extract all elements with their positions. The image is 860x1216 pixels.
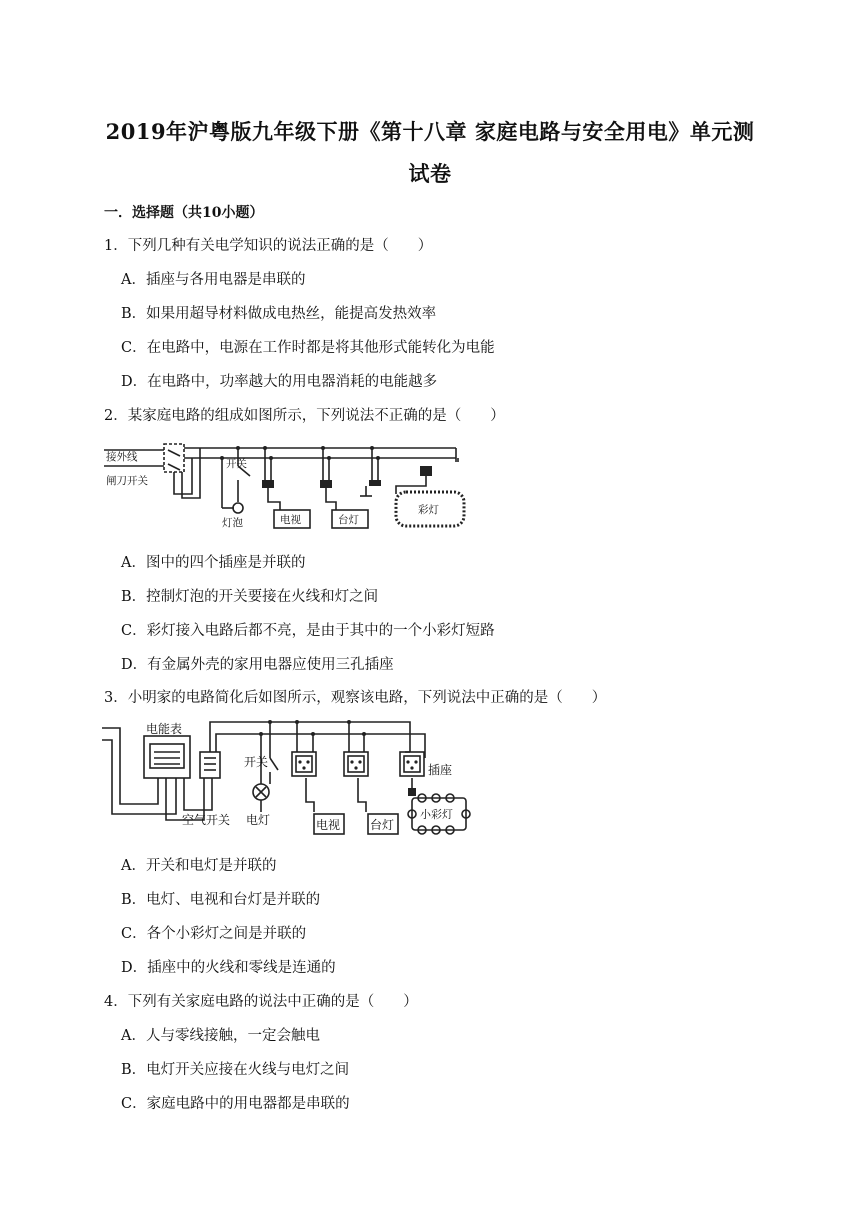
question-2-option-b: B．控制灯泡的开关要接在火线和灯之间 — [121, 589, 379, 605]
question-2-option-d: D．有金属外壳的家用电器应使用三孔插座 — [121, 657, 394, 673]
label-switch: 开关 — [244, 755, 269, 769]
question-3-option-b: B．电灯、电视和台灯是并联的 — [121, 892, 321, 908]
question-2-option-a: A．图中的四个插座是并联的 — [121, 555, 306, 571]
label-lamp: 电灯 — [246, 813, 271, 827]
question-4-option-c: C．家庭电路中的用电器都是串联的 — [121, 1096, 350, 1112]
question-3-option-a: A．开关和电灯是并联的 — [121, 858, 277, 874]
label-string-lights: 彩灯 — [418, 504, 439, 516]
label-knife-switch: 闸刀开关 — [106, 475, 148, 487]
question-2-stem: 2．某家庭电路的组成如图所示，下列说法不正确的是（ ） — [104, 408, 505, 424]
label-desk-lamp: 台灯 — [338, 514, 359, 526]
document-title-line-2: 试卷 — [408, 161, 452, 186]
question-4-option-b: B．电灯开关应接在火线与电灯之间 — [121, 1062, 350, 1078]
question-1-stem: 1．下列几种有关电学知识的说法正确的是（ ） — [104, 238, 433, 254]
question-3-stem: 3．小明家的电路简化后如图所示，观察该电路，下列说法中正确的是（ ） — [104, 690, 607, 706]
label-switch: 开关 — [226, 458, 247, 470]
question-4-stem: 4．下列有关家庭电路的说法中正确的是（ ） — [104, 994, 418, 1010]
label-tv: 电视 — [280, 514, 301, 526]
label-air-switch: 空气开关 — [182, 813, 231, 827]
question-3-option-c: C．各个小彩灯之间是并联的 — [121, 926, 307, 942]
question-3-option-d: D．插座中的火线和零线是连通的 — [121, 960, 336, 976]
question-1-option-c: C．在电路中，电源在工作时都是将其他形式能转化为电能 — [121, 340, 495, 356]
label-outlet: 插座 — [428, 763, 453, 777]
label-tv: 电视 — [316, 818, 341, 832]
question-1-option-a: A．插座与各用电器是串联的 — [121, 272, 306, 288]
label-bulb: 灯泡 — [222, 517, 243, 529]
label-external-line: 接外线 — [106, 451, 138, 463]
question-4-option-a: A．人与零线接触，一定会触电 — [121, 1028, 320, 1044]
label-small-string-lights: 小彩灯 — [420, 808, 453, 821]
document-title-line-1: 2019年沪粤版九年级下册《第十八章 家庭电路与安全用电》单元测 — [105, 119, 755, 144]
question-1-option-b: B．如果用超导材料做成电热丝，能提高发热效率 — [121, 306, 437, 322]
label-energy-meter: 电能表 — [146, 722, 183, 736]
question-2-option-c: C．彩灯接入电路后都不亮，是由于其中的一个小彩灯短路 — [121, 623, 495, 639]
question-1-option-d: D．在电路中，功率越大的用电器消耗的电能越多 — [121, 374, 438, 390]
question-3-circuit-figure — [100, 718, 475, 842]
label-desk-lamp: 台灯 — [370, 818, 395, 832]
question-2-circuit-figure — [104, 436, 476, 536]
section-heading: 一．选择题（共10小题） — [104, 205, 264, 221]
